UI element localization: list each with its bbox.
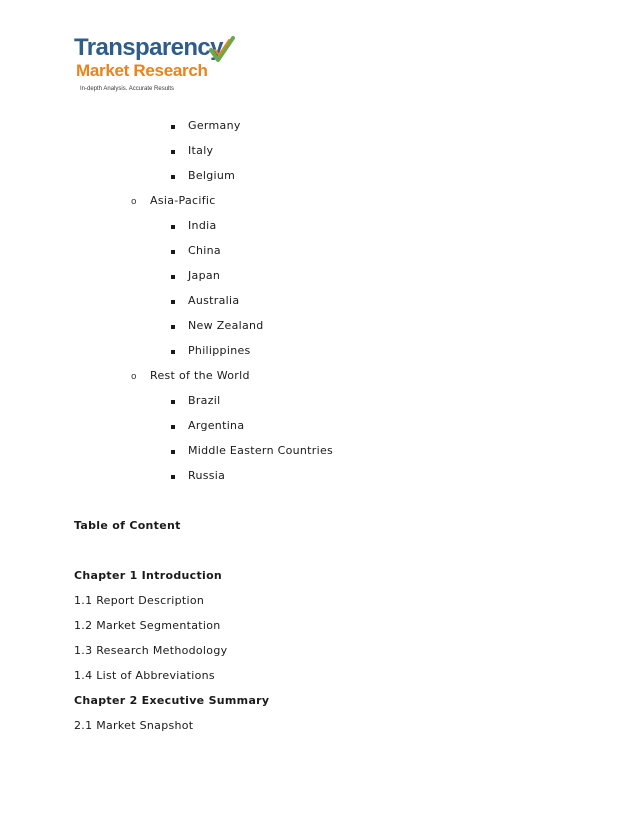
square-bullet-icon [171,275,175,279]
list-item-country: Belgium [188,169,236,182]
square-bullet-icon [171,250,175,254]
square-bullet-icon [171,475,175,479]
square-bullet-icon [171,175,175,179]
square-bullet-icon [171,325,175,329]
list-item-country: China [188,244,221,257]
list-item-country: New Zealand [188,319,264,332]
logo-tagline: In-depth Analysis. Accurate Results [80,86,175,92]
toc-chapter-heading: Chapter 2 Executive Summary [74,694,270,707]
logo-title: Transparency [74,34,223,61]
toc-chapter-heading: Chapter 1 Introduction [74,569,223,582]
toc-item: 1.1 Report Description [74,594,205,607]
circle-bullet-icon: o [131,197,137,207]
list-item-country: India [188,219,217,232]
square-bullet-icon [171,425,175,429]
square-bullet-icon [171,125,175,129]
list-item-region: Rest of the World [150,369,250,382]
toc-heading: Table of Content [74,519,181,532]
square-bullet-icon [171,300,175,304]
list-item-country: Japan [188,269,221,282]
checkmark-icon [209,36,235,66]
toc-item: 2.1 Market Snapshot [74,719,194,732]
list-item-country: Germany [188,119,241,132]
toc-item: 1.3 Research Methodology [74,644,228,657]
square-bullet-icon [171,350,175,354]
list-item-country: Russia [188,469,226,482]
list-item-region: Asia-Pacific [150,194,216,207]
list-item-country: Brazil [188,394,221,407]
toc-item: 1.2 Market Segmentation [74,619,221,632]
company-logo [74,34,244,98]
square-bullet-icon [171,400,175,404]
toc-item: 1.4 List of Abbreviations [74,669,215,682]
logo-subtitle: Market Research [76,61,208,80]
list-item-country: Middle Eastern Countries [188,444,334,457]
square-bullet-icon [171,150,175,154]
list-item-country: Italy [188,144,214,157]
circle-bullet-icon: o [131,372,137,382]
list-item-country: Argentina [188,419,245,432]
square-bullet-icon [171,225,175,229]
square-bullet-icon [171,450,175,454]
list-item-country: Philippines [188,344,251,357]
list-item-country: Australia [188,294,240,307]
